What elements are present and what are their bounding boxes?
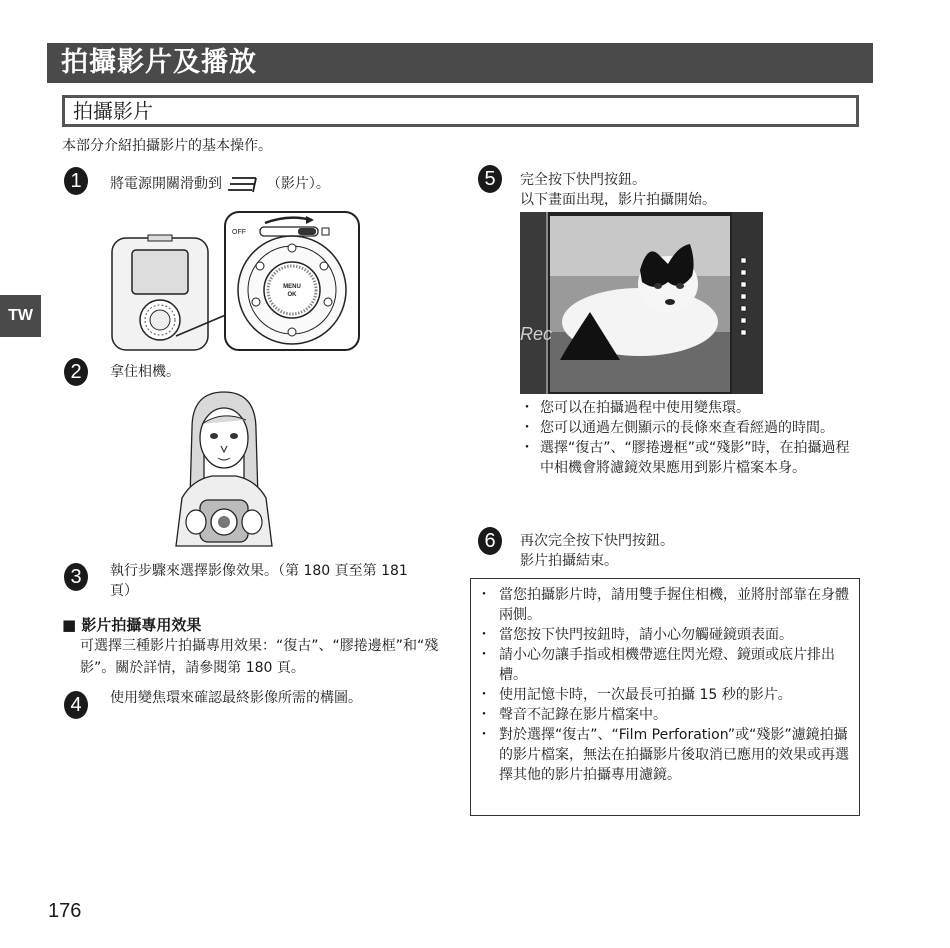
woman-holding-camera-illustration [172, 388, 274, 548]
list-item: ・ 使用記憶卡時，一次最長可拍攝 15 秒的影片。 [477, 685, 851, 705]
step-6-number: 6 [478, 527, 502, 555]
recording-screen-photo [520, 212, 763, 394]
movie-mode-icon [226, 174, 262, 194]
intro-text: 本部分介紹拍攝影片的基本操作。 [62, 138, 272, 154]
list-item: ・ 選擇“復古”、“膠捲邊框”或“殘影”時，在拍攝過程中相機會將濾鏡效果應用到影片檔案本身。 [520, 438, 860, 478]
step-6-line2: 影片拍攝結束。 [520, 553, 618, 569]
step-2-text: 拿住相機。 [110, 364, 180, 380]
off-label: OFF [232, 229, 246, 236]
rec-label: Rec [520, 324, 553, 344]
list-item: ・ 您可以在拍攝過程中使用變焦環。 [520, 398, 860, 418]
step-3-text: 執行步驟來選擇影像效果。（第 180 頁至第 181 頁） [110, 563, 408, 599]
step-1-text-before: 將電源開關滑動到 [110, 176, 222, 192]
subsection-title: ■ 影片拍攝專用效果 [62, 616, 202, 634]
camera-power-switch-illustration [110, 210, 362, 352]
step-4-text: 使用變焦環來確認最終影像所需的構圖。 [110, 690, 362, 706]
list-item: ・ 您可以通過左側顯示的長條來查看經過的時間。 [520, 418, 860, 438]
step-6-line1: 再次完全按下快門按鈕。 [520, 533, 674, 549]
notes-list [477, 585, 851, 785]
list-item: ・ 對於選擇“復古”、“Film Perforation”或“殘影”濾鏡拍攝的影片檔案，無法在拍攝影片後取消已應用的效果或再選擇其他的影片拍攝專用濾鏡。 [477, 725, 851, 785]
step-1-number: 1 [64, 167, 88, 195]
page-title: 拍攝影片及播放 [47, 43, 873, 83]
section-title: 拍攝影片 [62, 95, 859, 127]
list-item: ・ 聲音不記錄在影片檔案中。 [477, 705, 851, 725]
menu-label: MENU [283, 284, 301, 290]
language-tab: TW [0, 295, 41, 337]
step-5-line2: 以下畫面出現，影片拍攝開始。 [520, 192, 716, 208]
list-item: ・ 請小心勿讓手指或相機帶遮住閃光燈、鏡頭或底片排出槽。 [477, 645, 851, 685]
step-2-number: 2 [64, 358, 88, 386]
list-item: ・ 當您按下快門按鈕時，請小心勿觸碰鏡頭表面。 [477, 625, 851, 645]
step-1-text-after: （影片）。 [266, 176, 330, 192]
step-5-number: 5 [478, 165, 502, 193]
ok-label: OK [287, 292, 297, 298]
step-5-bullet-list [520, 398, 860, 478]
step-5-line1: 完全按下快門按鈕。 [520, 172, 646, 188]
list-item: ・ 當您拍攝影片時，請用雙手握住相機，並將肘部靠在身體兩側。 [477, 585, 851, 625]
page-number: 176 [48, 900, 82, 922]
notes-box [470, 578, 860, 816]
step-3-number: 3 [64, 563, 88, 591]
step-1-text [110, 174, 330, 194]
subsection-body: 可選擇三種影片拍攝專用效果：“復古”、“膠捲邊框”和“殘影”。關於詳情，請參閱第 180 頁。 [80, 638, 439, 676]
step-4-number: 4 [64, 691, 88, 719]
